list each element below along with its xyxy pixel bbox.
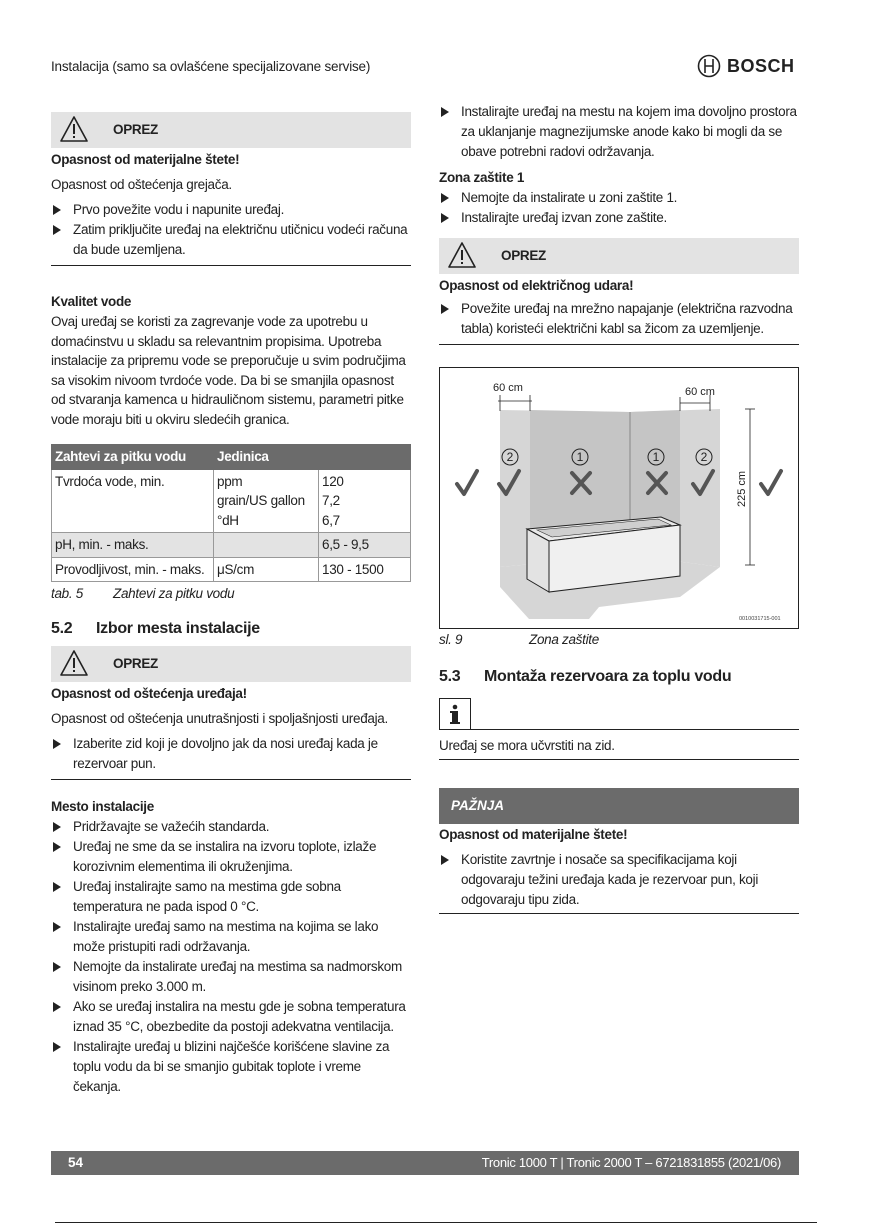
page-footer [51,1151,799,1175]
section-title: Montaža rezervoara za toplu vodu [484,668,732,685]
value-line: 120 [322,473,344,489]
right-column [439,102,799,345]
divider [439,759,799,760]
caution-title: Opasnost od materijalne štete! [51,152,240,167]
location-list [51,817,411,1097]
table-cell [214,533,319,558]
caution-text: Opasnost od oštećenja unutrašnjosti i spoljašnjosti uređaja. [51,711,388,726]
list-item: Uređaj ne sme da se instalira na izvoru toplote, izlaže korozivnim elementima ili okruženjima. [51,837,411,877]
page-number: 54 [68,1155,84,1170]
divider [439,344,799,345]
brand-name: BOSCH [727,55,795,76]
section-number: 5.3 [439,668,461,685]
warning-triangle-icon [59,115,89,143]
warning-triangle-icon [447,241,477,269]
section-title: Izbor mesta instalacije [96,620,260,637]
divider [51,265,411,266]
info-text: Uređaj se mora učvrstiti na zid. [439,738,615,753]
location-heading: Mesto instalacije [51,799,154,814]
brand-logo [697,54,795,78]
zone-heading: Zona zaštite 1 [439,170,525,185]
caution-box-3 [439,238,799,274]
caution-box-2 [51,646,411,682]
value-line: 6,7 [322,512,340,528]
table-cell: μS/cm [214,557,319,582]
caption-text: Zona zaštite [529,632,599,647]
running-header: Instalacija (samo sa ovlašćene specijalizovane servise) [51,59,371,74]
table-cell [319,469,411,533]
section-number: 5.2 [51,620,73,637]
caution-label: OPREZ [113,656,159,671]
requirements-table [51,444,411,582]
zone-1-number: 1 [576,450,584,464]
list-item: Nemojte da instalirate u zoni zaštite 1. [439,188,799,208]
caution-title: Opasnost od oštećenja uređaja! [51,686,247,701]
document-id: Tronic 1000 T | Tronic 2000 T – 6721831855 (2021/06) [481,1155,781,1170]
list-item: Instalirajte uređaj u blizini najčešće korišćene slavine za toplu vodu da bi se smanjio gubitak toplote i vreme čekanja. [51,1037,411,1097]
list-item: Nemojte da instalirate uređaj na mestima sa nadmorskom visinom preko 3.000 m. [51,957,411,997]
figure-code: 0010031715-001 [739,616,781,622]
notice-box [439,788,799,914]
list-item: Koristite zavrtnje i nosače sa specifikacijama koji odgovaraju težini uređaja kada je rezervoar pun, koji odgovaraju tipu zida. [439,850,799,910]
warning-triangle-icon [59,649,89,677]
table-cell: 6,5 - 9,5 [319,533,411,558]
zone-2-number: 2 [506,450,514,464]
protection-zone-figure [439,367,799,629]
table-row [52,469,411,533]
table-header: Zahtevi za pitku vodu [52,445,214,470]
section-heading-5-2 [51,620,411,638]
table-row [52,533,411,558]
notice-title: Opasnost od materijalne štete! [439,827,628,842]
unit-line: grain/US gallon [217,493,305,508]
table-caption [51,586,411,601]
height-label: 225 cm [736,470,748,507]
caution-title: Opasnost od električnog udara! [439,278,634,293]
unit-line: °dH [217,512,239,528]
caution-label: OPREZ [501,248,547,263]
list-item: Uređaj instalirajte samo na mestima gde sobna temperatura ne pada ispod 0 °C. [51,877,411,917]
value-line: 7,2 [322,493,340,508]
list-item: Instalirajte uređaj izvan zone zaštite. [439,208,799,228]
table-cell: Provodljivost, min. - maks. [52,557,214,582]
caution-label: OPREZ [113,122,159,137]
notice-label: PAŽNJA [439,788,799,824]
divider [51,779,411,780]
table-header [319,445,411,470]
list-item: Instalirajte uređaj na mestu na kojem ima dovoljno prostora za uklanjanje magnezijumske anode kako bi mogli da se obave potrebni radovi održavanja. [439,102,799,162]
unit-line: ppm [217,473,243,489]
figure-caption [439,632,599,647]
bosch-armature-icon [697,54,721,78]
list-item: Pridržavajte se važećih standarda. [51,817,411,837]
list-item: Ako se uređaj instalira na mestu gde je sobna temperatura iznad 35 °C, obezbedite da postoji adekvatna ventilacija. [51,997,411,1037]
caption-number: sl. 9 [439,632,463,647]
caption-number: tab. 5 [51,586,83,601]
caption-text: Zahtevi za pitku vodu [113,586,235,601]
list-item: Zatim priključite uređaj na električnu utičnicu vodeći računa da bude uzemljena. [51,220,411,260]
zone-2-number: 2 [700,450,708,464]
table-row [52,557,411,582]
list-item: Povežite uređaj na mrežno napajanje (električna razvodna tabla) koristeći električni kabl sa žicom za uzemljenje. [439,299,799,339]
dim-left-label: 60 cm [493,382,523,394]
section-heading-5-3 [439,668,731,686]
table-cell: Tvrdoća vode, min. [52,469,214,533]
table-cell: 130 - 1500 [319,557,411,582]
info-icon [439,698,471,730]
water-quality-text: Ovaj uređaj se koristi za zagrevanje vode za upotrebu u domaćinstvu u skladu sa relevantnim propisima. Upotreba instalacije za pripremu vode se preporučuje u svim područjima sa visokim nivoom tvrdoće vode. Da bi se smanjila opasnost od stvaranja kamenca u hidrauličnom sistemu, parametri pitke vode moraju biti u okviru sledećih granica. [51,314,406,427]
caution-box-1 [51,112,411,148]
table-cell [214,469,319,533]
list-item: Instalirajte uređaj samo na mestima na kojima se lako može pristupiti radi održavanja. [51,917,411,957]
info-box [439,698,799,760]
caution-text: Opasnost od oštećenja grejača. [51,177,232,192]
zone-1-number: 1 [652,450,660,464]
bottom-rule [55,1222,817,1223]
dim-right-label: 60 cm [685,386,715,398]
table-cell: pH, min. - maks. [52,533,214,558]
table-header: Jedinica [214,445,319,470]
list-item: Prvo povežite vodu i napunite uređaj. [51,200,411,220]
water-quality-heading: Kvalitet vode [51,294,132,309]
divider [439,913,799,914]
list-item: Izaberite zid koji je dovoljno jak da nosi uređaj kada je rezervoar pun. [51,734,411,774]
left-column [51,112,411,1097]
